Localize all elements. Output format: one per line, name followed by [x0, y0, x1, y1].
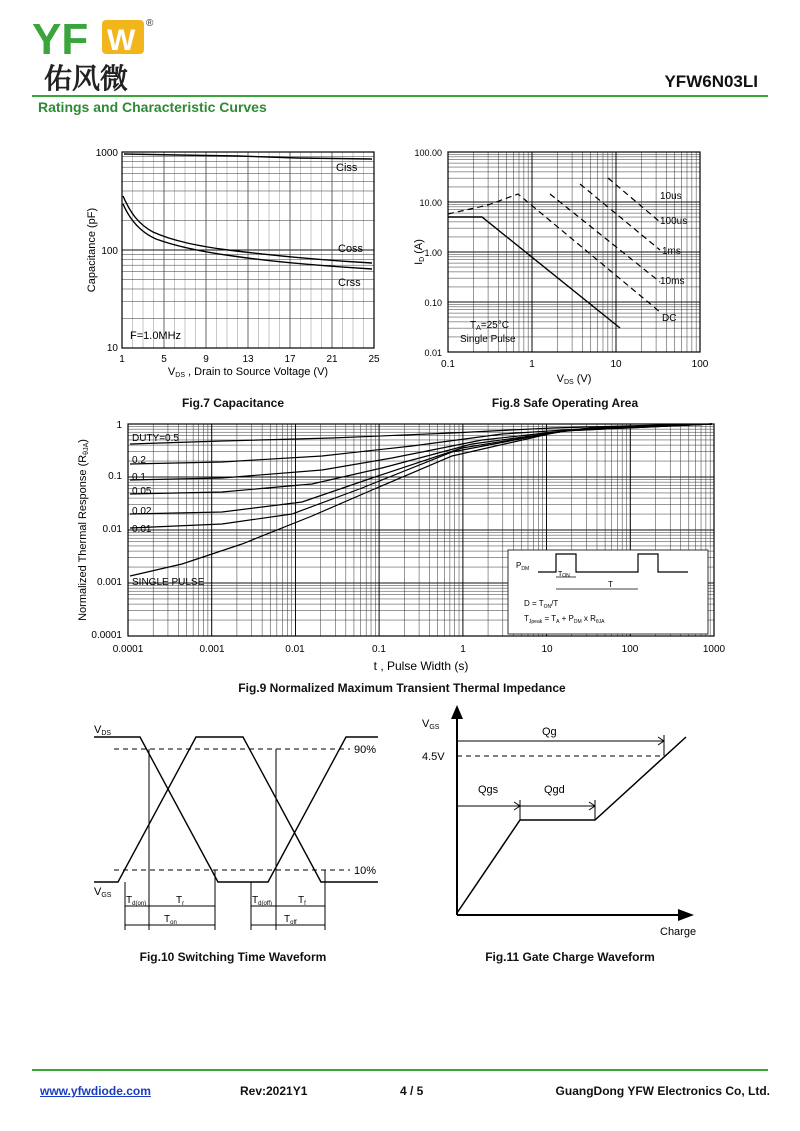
fig9-ytick: 0.001: [96, 577, 122, 588]
header-divider: [32, 95, 768, 97]
fig9-ytick: 1: [116, 420, 122, 431]
fig8-xtick: 100: [691, 359, 709, 370]
fig9-ytick: 0.01: [102, 524, 122, 535]
fig9-inset-t: T: [608, 580, 613, 589]
fig9-label-d002: 0.02: [132, 506, 152, 517]
fig8-label-dc: DC: [662, 313, 677, 324]
fig11-caption: Fig.11 Gate Charge Waveform: [485, 950, 655, 964]
fig10-label-vds: VDS: [94, 724, 112, 737]
fig7-ylabel: Capacitance (pF): [86, 207, 98, 293]
fig10-label-tdoff: $T_{d(off)}$: [252, 895, 273, 907]
fig7-label-crss: Crss: [338, 277, 361, 289]
fig9-thermal-chart: [72, 416, 732, 678]
fig8-ylabel: ID (A): [413, 239, 426, 265]
fig9-ytick: 0.0001: [91, 630, 122, 641]
company-logo: [32, 10, 162, 94]
fig8-note-ta: $T_A=25^\circ C$: [470, 320, 509, 332]
fig11-label-qgd: Qgd: [544, 784, 565, 796]
fig9-xtick: 0.01: [285, 644, 305, 655]
fig9-ylabel: Normalized Thermal Response (RθJA): [77, 439, 90, 621]
fig10-label-tr: $T_r$: [176, 895, 185, 907]
fig8-xtick: 1: [529, 359, 535, 370]
fig11-label-45v: 4.5V: [422, 751, 445, 763]
fig11-trace: [457, 737, 686, 913]
fig11-xlabel: Charge: [660, 926, 697, 938]
fig7-xtick: 1: [119, 354, 125, 365]
fig8-note-pulse: Single Pulse: [460, 334, 516, 345]
fig7-caption: Fig.7 Capacitance: [181, 396, 285, 410]
fig9-caption: Fig.9 Normalized Maximum Transient Thermal Impedance: [238, 681, 566, 695]
fig8-ytick: 0.10: [424, 298, 442, 308]
fig9-xtick: 1000: [702, 644, 726, 655]
fig8-label-100us: 100us: [660, 216, 688, 227]
fig7-grid: [122, 152, 374, 348]
logo-text-w: W: [107, 24, 136, 57]
footer-revision: Rev:2021Y1: [240, 1084, 308, 1098]
fig11-y-arrow: [451, 705, 463, 719]
fig7-xlabel: VDS , Drain to Source Voltage (V): [167, 366, 329, 379]
fig7-label-coss: Coss: [338, 243, 364, 255]
fig10-caption: Fig.10 Switching Time Waveform: [139, 950, 327, 964]
fig8-curve-dc: [448, 217, 620, 328]
fig7-ytick: 1000: [95, 148, 118, 159]
fig7-capacitance-chart: [78, 142, 388, 392]
logo-text-yf: YF: [32, 15, 89, 64]
fig7-xtick: 21: [326, 354, 338, 365]
fig8-caption: Fig.8 Safe Operating Area: [491, 396, 639, 410]
footer-divider: [32, 1069, 768, 1071]
fig9-inset-pdm: $P_{DM}$: [516, 561, 530, 572]
fig9-label-d001: 0.01: [132, 524, 152, 535]
fig10-trace-vds: [94, 737, 378, 882]
fig9-ytick: 0.1: [108, 471, 122, 482]
section-title: Ratings and Characteristic Curves: [38, 99, 267, 115]
fig9-label-d02: 0.2: [132, 455, 146, 466]
fig8-ytick: 100.00: [414, 148, 442, 158]
fig8-soa-chart: [410, 142, 720, 392]
fig9-xlabel: t , Pulse Width (s): [373, 659, 469, 673]
fig9-label-d01: 0.1: [132, 472, 146, 483]
fig7-ytick: 100: [101, 246, 118, 257]
fig8-xtick: 10: [610, 359, 622, 370]
fig8-label-1ms: 1ms: [662, 246, 681, 257]
fig8-ytick: 10.00: [419, 198, 442, 208]
fig9-inset: [508, 550, 708, 634]
fig7-xtick: 9: [203, 354, 209, 365]
fig9-label-d005: 0.05: [132, 486, 152, 497]
registered-mark: ®: [146, 18, 154, 29]
fig8-xtick: 0.1: [441, 359, 455, 370]
footer-page-number: 4 / 5: [400, 1084, 424, 1098]
fig11-label-vgs: VGS: [422, 718, 440, 731]
fig7-note: F=1.0MHz: [130, 330, 182, 342]
fig8-label-10us: 10us: [660, 191, 682, 202]
fig10-label-10: 10%: [354, 865, 377, 877]
fig9-inset-ton: TON: [558, 571, 570, 579]
fig9-xtick: 0.0001: [112, 644, 144, 655]
fig11-label-qgs: Qgs: [478, 784, 499, 796]
fig11-label-qg: Qg: [542, 726, 557, 738]
fig9-xtick: 10: [541, 644, 553, 655]
part-number: YFW6N03LI: [664, 72, 758, 91]
footer-company: GuangDong YFW Electronics Co, Ltd.: [555, 1084, 770, 1098]
fig10-switching-waveform: [88, 712, 398, 944]
fig7-xtick: 17: [284, 354, 296, 365]
fig10-label-tdon: $T_{d(on)}$: [126, 895, 147, 907]
fig7-label-ciss: Ciss: [336, 162, 358, 174]
fig10-label-vgs: VGS: [94, 886, 112, 899]
fig9-xtick: 1: [460, 644, 466, 655]
fig10-label-toff: $T_{off}$: [284, 914, 297, 926]
fig8-curve-1ms: [550, 194, 660, 282]
fig10-markers: [125, 749, 325, 930]
fig9-label-d05: DUTY=0.5: [132, 433, 179, 444]
fig9-inset-eq2: $T_{Jpeak} = T_A + P_{DM}$ x $R_{\theta JA}$: [524, 614, 605, 625]
fig7-xtick: 5: [161, 354, 167, 365]
fig10-label-90: 90%: [354, 744, 377, 756]
fig8-ytick: 0.01: [424, 348, 442, 358]
fig8-xlabel: VDS (V): [556, 373, 592, 386]
fig7-xtick: 25: [368, 354, 380, 365]
fig11-x-arrow: [678, 909, 694, 921]
fig7-ytick: 10: [106, 343, 118, 354]
fig9-xtick: 0.1: [372, 644, 386, 655]
fig7-curve-coss: [123, 196, 372, 263]
fig10-trace-vgs: [94, 737, 378, 882]
fig9-label-single: SINGLE PULSE: [132, 577, 205, 588]
fig10-label-tf: $T_f$: [298, 895, 306, 907]
fig9-xtick: 100: [621, 644, 639, 655]
fig7-xtick: 13: [242, 354, 254, 365]
fig8-label-10ms: 10ms: [660, 276, 685, 287]
fig9-inset-eq1: $D = T_{ON}/T$: [524, 599, 559, 610]
fig8-ytick: 1.00: [424, 248, 442, 258]
fig8-curve-10ms: [448, 194, 660, 312]
logo-chinese-name: 佑风微: [44, 63, 129, 94]
fig10-label-ton: $T_{on}$: [164, 914, 177, 926]
fig11-gate-charge-waveform: [420, 705, 720, 945]
fig9-xtick: 0.001: [199, 644, 225, 655]
footer-website-link[interactable]: www.yfwdiode.com: [40, 1084, 151, 1098]
